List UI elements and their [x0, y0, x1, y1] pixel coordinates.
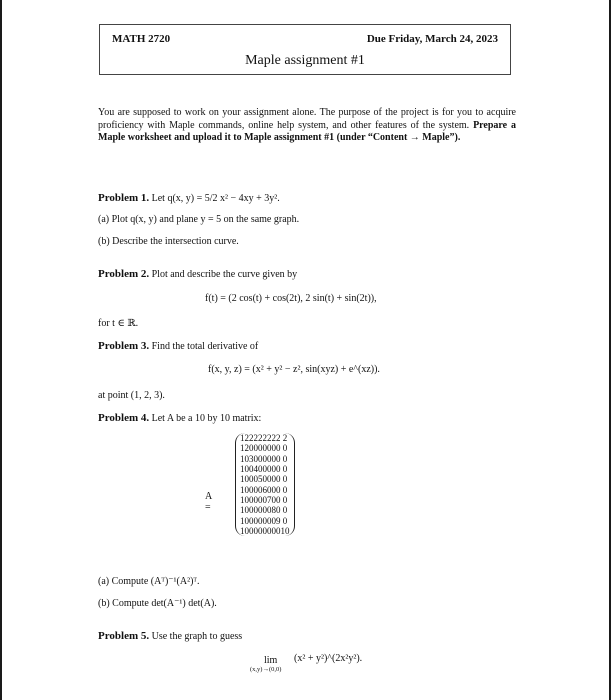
matrix-cell: 0 — [271, 474, 276, 485]
matrix-cell: 0 — [249, 464, 254, 475]
matrix-cell: 0 — [282, 464, 288, 475]
matrix-cell: 0 — [276, 464, 281, 475]
matrix-cell: 0 — [282, 443, 288, 454]
matrix-cell: 0 — [267, 453, 272, 464]
problem-4b: (b) Compute det(A⁻¹) det(A). — [98, 598, 217, 609]
matrix-cell: 0 — [271, 443, 276, 454]
problem-3-statement: Find the total derivative of — [151, 341, 259, 352]
problem-5 — [98, 630, 242, 642]
matrix-cell: 0 — [267, 484, 272, 495]
matrix-cell: 1 — [240, 525, 245, 536]
matrix-cell: 0 — [258, 453, 263, 464]
matrix-cell: 0 — [276, 453, 281, 464]
matrix-cell: 1 — [240, 443, 245, 454]
matrix-cell: 0 — [253, 515, 258, 526]
matrix-cell: 0 — [262, 505, 267, 516]
matrix-row — [240, 433, 290, 443]
matrix-cell: 1 — [240, 515, 245, 526]
matrix-cell: 0 — [244, 484, 249, 495]
matrix-cell: 0 — [276, 474, 281, 485]
matrix-cell: 0 — [262, 494, 267, 505]
matrix-cell: 0 — [253, 505, 258, 516]
problem-4a: (a) Compute (Aᵀ)⁻¹(A²)ᵀ. — [98, 576, 200, 587]
course-code: MATH 2720 — [112, 33, 171, 45]
problem-2-statement: Plot and describe the curve given by — [151, 269, 298, 280]
matrix-cell: 0 — [276, 494, 281, 505]
matrix-table — [240, 433, 290, 536]
matrix-cell: 0 — [258, 443, 263, 454]
matrix-cell: 0 — [262, 443, 267, 454]
matrix-cell: 0 — [267, 464, 272, 475]
matrix-cell: 0 — [253, 494, 258, 505]
matrix-row — [240, 454, 290, 464]
matrix-cell: 7 — [267, 494, 272, 505]
matrix-cell: 2 — [271, 433, 276, 444]
matrix-cell: 0 — [253, 453, 258, 464]
problem-2 — [98, 268, 297, 280]
matrix-cell: 0 — [244, 494, 249, 505]
problem-2-equation: f(t) = (2 cos(t) + cos(2t), 2 sin(t) + sin(2t)), — [205, 293, 377, 304]
limit-operator: lim — [264, 655, 278, 666]
matrix-cell: 0 — [282, 515, 288, 526]
matrix-cell: 10 — [280, 525, 290, 536]
matrix-cell: 2 — [282, 433, 288, 444]
matrix-cell: 1 — [240, 464, 245, 475]
matrix-cell: 0 — [262, 525, 267, 536]
limit-expression: (x² + y²)^(2x²y²). — [294, 653, 363, 664]
matrix-cell: 0 — [282, 484, 288, 495]
matrix-cell: 0 — [244, 515, 249, 526]
matrix-cell: 0 — [262, 464, 267, 475]
matrix-cell: 0 — [258, 464, 263, 475]
matrix-cell: 2 — [262, 433, 267, 444]
header-box — [99, 24, 511, 75]
matrix-cell: 0 — [262, 474, 267, 485]
problem-5-statement: Use the graph to guess — [151, 631, 243, 642]
matrix-cell: 1 — [240, 453, 245, 464]
matrix-cell: 1 — [240, 433, 245, 444]
matrix-cell: 0 — [249, 505, 254, 516]
matrix-row — [240, 443, 290, 453]
matrix-cell: 2 — [258, 433, 263, 444]
matrix-cell: 2 — [253, 433, 258, 444]
matrix-row — [240, 484, 290, 494]
matrix-cell: 8 — [271, 505, 276, 516]
matrix-cell: 0 — [253, 474, 258, 485]
problem-3-equation: f(x, y, z) = (x² + y² − z², sin(xyz) + e^(xz)). — [208, 364, 380, 375]
matrix-cell: 2 — [244, 443, 249, 454]
matrix-cell: 4 — [253, 464, 258, 475]
matrix-cell: 3 — [249, 453, 254, 464]
matrix-cell: 0 — [249, 474, 254, 485]
matrix-cell: 0 — [258, 505, 263, 516]
matrix-cell: 0 — [282, 505, 288, 516]
matrix-cell: 0 — [262, 515, 267, 526]
matrix-cell: 0 — [271, 525, 276, 536]
matrix-cell: 0 — [258, 494, 263, 505]
matrix-cell: 1 — [240, 494, 245, 505]
intro-text: You are supposed to work on your assignment alone. The purpose of the project is for you to acquire proficiency with Maple commands, online help system, and other features of the system. — [98, 107, 516, 131]
problem-1a: (a) Plot q(x, y) and plane y = 5 on the same graph. — [98, 214, 300, 225]
matrix-cell: 0 — [253, 525, 258, 536]
problem-3-note: at point (1, 2, 3). — [98, 390, 165, 401]
matrix-cell: 0 — [244, 464, 249, 475]
matrix-cell: 0 — [253, 484, 258, 495]
problem-4-label: Problem 4. — [98, 412, 150, 424]
problem-1-statement: Let q(x, y) = 5/2 x² − 4xy + 3y². — [151, 193, 280, 204]
matrix-label: A = — [205, 491, 212, 513]
matrix-cell: 2 — [267, 433, 272, 444]
assignment-title: Maple assignment #1 — [245, 53, 365, 68]
problem-3-label: Problem 3. — [98, 340, 150, 352]
matrix-row — [240, 474, 290, 484]
matrix-cell: 0 — [276, 525, 281, 536]
matrix-cell: 0 — [276, 505, 281, 516]
matrix-cell: 5 — [258, 474, 263, 485]
matrix-cell: 0 — [244, 474, 249, 485]
matrix-cell: 0 — [258, 515, 263, 526]
matrix-row — [240, 505, 290, 515]
due-date: Due Friday, March 24, 2023 — [366, 33, 498, 45]
matrix-row — [240, 464, 290, 474]
matrix-cell: 0 — [244, 453, 249, 464]
matrix-row — [240, 526, 290, 536]
matrix-cell: 0 — [249, 515, 254, 526]
matrix-cell: 0 — [253, 443, 258, 454]
matrix-cell: 0 — [267, 515, 272, 526]
matrix-cell: 0 — [267, 505, 272, 516]
matrix-cell: 0 — [282, 474, 288, 485]
problem-2-label: Problem 2. — [98, 268, 150, 280]
problem-1-label: Problem 1. — [98, 192, 150, 204]
matrix-cell: 0 — [276, 484, 281, 495]
matrix-cell: 9 — [276, 515, 281, 526]
problem-1b: (b) Describe the intersection curve. — [98, 236, 239, 247]
matrix-cell: 0 — [267, 525, 272, 536]
matrix-cell: 1 — [240, 484, 245, 495]
matrix-cell: 0 — [244, 505, 249, 516]
matrix-cell: 0 — [258, 484, 263, 495]
matrix-cell: 2 — [276, 433, 281, 444]
matrix-cell: 2 — [249, 433, 254, 444]
matrix-cell: 0 — [276, 443, 281, 454]
matrix-cell: 0 — [267, 443, 272, 454]
limit-subscript: (x,y)→(0,0) — [250, 666, 282, 673]
matrix-cell: 2 — [244, 433, 249, 444]
problem-3 — [98, 340, 258, 352]
matrix-cell: 0 — [271, 515, 276, 526]
matrix-row — [240, 495, 290, 505]
matrix-cell: 0 — [258, 525, 263, 536]
matrix-cell: 0 — [271, 464, 276, 475]
matrix-cell: 0 — [262, 453, 267, 464]
problem-4 — [98, 412, 261, 424]
intro-bold-text: Prepare a Maple worksheet and upload it to Maple assignment #1 (under “Content → Maple”). — [98, 119, 517, 143]
matrix-cell: 0 — [249, 525, 254, 536]
matrix-cell: 0 — [271, 453, 276, 464]
matrix-brackets — [235, 433, 295, 536]
matrix-cell: 1 — [240, 474, 245, 485]
matrix-cell: 0 — [271, 484, 276, 495]
matrix-cell: 6 — [262, 484, 267, 495]
matrix-cell: 0 — [249, 494, 254, 505]
matrix-row — [240, 515, 290, 525]
matrix-cell: 0 — [282, 453, 288, 464]
problem-4-statement: Let A be a 10 by 10 matrix: — [151, 413, 262, 424]
problem-1 — [98, 192, 280, 204]
page-edge-left — [0, 0, 2, 700]
matrix-cell: 0 — [267, 474, 272, 485]
matrix-cell: 0 — [282, 494, 288, 505]
matrix-cell: 0 — [271, 494, 276, 505]
matrix-cell: 0 — [244, 525, 249, 536]
problem-5-label: Problem 5. — [98, 630, 150, 642]
problem-2-note: for t ∈ ℝ. — [98, 318, 139, 329]
intro-paragraph — [98, 107, 516, 145]
matrix-cell: 0 — [249, 484, 254, 495]
matrix-cell: 0 — [249, 443, 254, 454]
matrix-cell: 1 — [240, 505, 245, 516]
